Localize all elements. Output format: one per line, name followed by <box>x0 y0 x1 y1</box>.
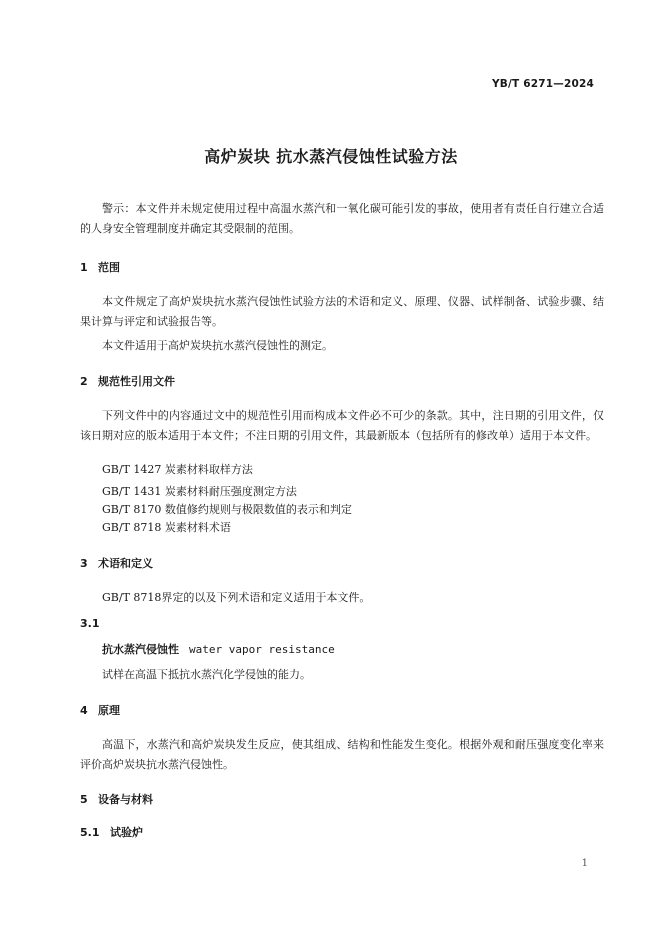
section-heading-equipment <box>80 790 153 810</box>
document-title: 高炉炭块 抗水蒸汽侵蚀性试验方法 <box>204 147 458 166</box>
term-definition: 试样在高温下抵抗水蒸汽化学侵蚀的能力。 <box>102 668 311 681</box>
section-number: 1 <box>80 261 88 274</box>
section-heading-terms <box>80 554 153 574</box>
section-heading-scope <box>80 258 120 278</box>
scope-paragraph-1: 本文件规定了高炉炭块抗水蒸汽侵蚀性试验方法的术语和定义、原理、仪器、试样制备、试验步骤、结果计算与评定和试验报告等。 <box>80 295 604 328</box>
section-heading-principle <box>80 701 120 721</box>
reference-item: GB/T 8170 数值修约规则与极限数值的表示和判定 <box>102 503 352 516</box>
reference-item: GB/T 1431 炭素材料耐压强度测定方法 <box>102 485 297 498</box>
reference-item: GB/T 1427 炭素材料取样方法 <box>102 463 253 476</box>
term-chinese: 抗水蒸汽侵蚀性 <box>102 643 179 656</box>
scope-paragraph-2: 本文件适用于高炉炭块抗水蒸汽侵蚀性的测定。 <box>102 339 333 352</box>
section-number: 3 <box>80 557 88 570</box>
section-title: 原理 <box>98 704 120 717</box>
term-english: water vapor resistance <box>189 643 335 656</box>
subsection-heading-furnace <box>80 823 143 843</box>
subsection-number: 5.1 <box>80 826 100 839</box>
section-heading-normative <box>80 372 175 392</box>
warning-paragraph: 警示：本文件并未规定使用过程中高温水蒸汽和一氧化碳可能引发的事故，使用者有责任自行建立合适的人身安全管理制度并确定其受限制的范围。 <box>80 202 604 235</box>
section-title: 规范性引用文件 <box>98 375 175 388</box>
normative-intro: 下列文件中的内容通过文中的规范性引用而构成本文件必不可少的条款。其中，注日期的引用文件，仅该日期对应的版本适用于本文件；不注日期的引用文件，其最新版本（包括所有的修改单）适用于本文件。 <box>80 409 604 442</box>
principle-paragraph: 高温下，水蒸汽和高炉炭块发生反应，使其组成、结构和性能发生变化。根据外观和耐压强度变化率来评价高炉炭块抗水蒸汽侵蚀性。 <box>80 738 604 771</box>
terms-intro: GB/T 8718界定的以及下列术语和定义适用于本文件。 <box>102 591 371 604</box>
section-number: 4 <box>80 704 88 717</box>
subsection-title: 试验炉 <box>110 826 143 839</box>
page-number: 1 <box>581 858 588 869</box>
section-number: 5 <box>80 793 88 806</box>
term-number: 3.1 <box>80 617 100 630</box>
section-title: 范围 <box>98 261 120 274</box>
section-number: 2 <box>80 375 88 388</box>
reference-item: GB/T 8718 炭素材料术语 <box>102 521 231 534</box>
standard-code: YB/T 6271—2024 <box>491 78 594 90</box>
section-title: 设备与材料 <box>98 793 153 806</box>
term-entry <box>102 640 335 660</box>
section-title: 术语和定义 <box>98 557 153 570</box>
